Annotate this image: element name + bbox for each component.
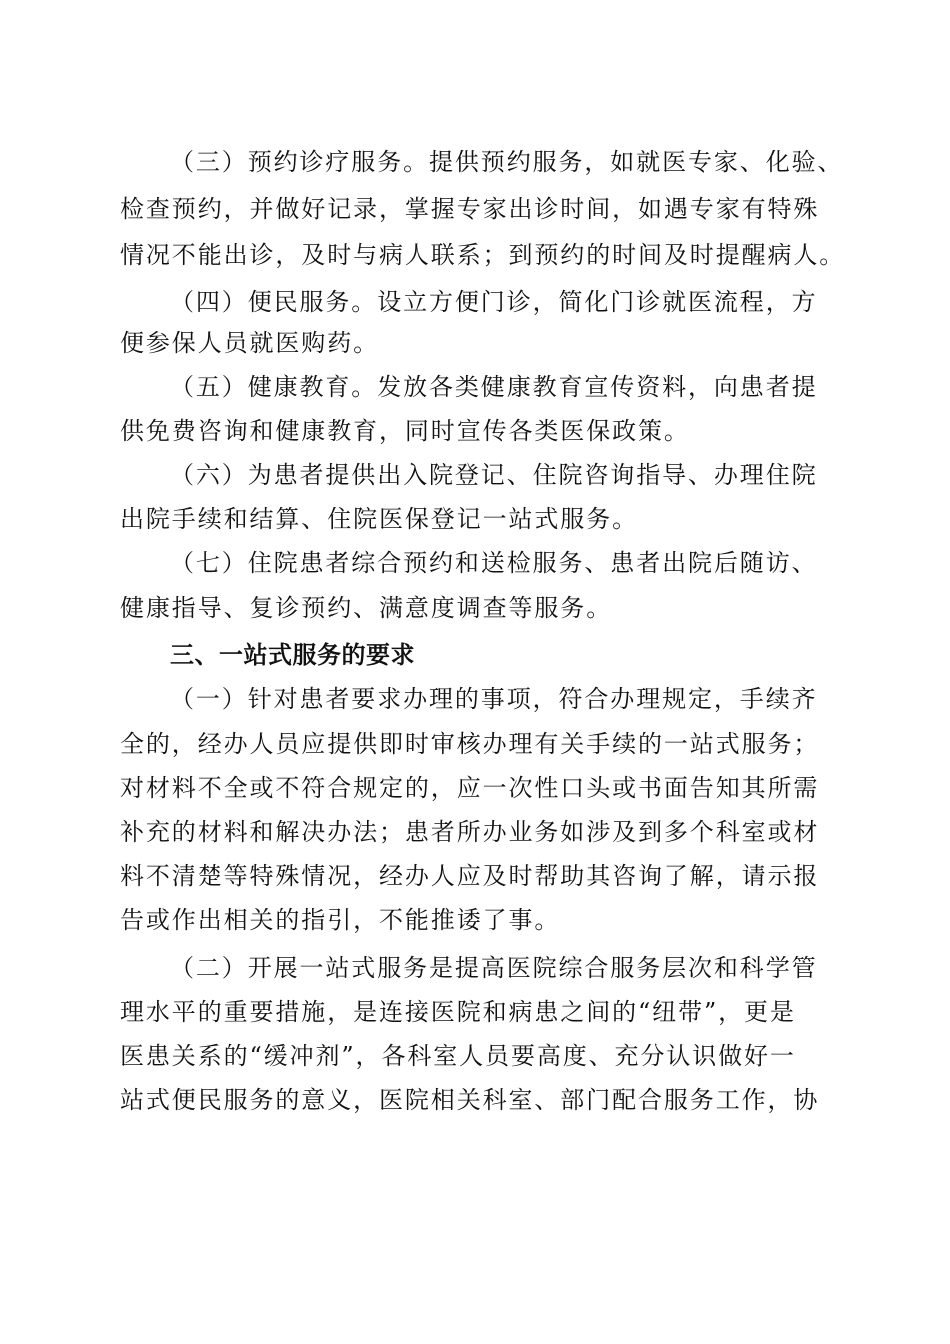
paragraph-line: 检查预约，并做好记录，掌握专家出诊时间，如遇专家有特殊: [120, 195, 820, 223]
paragraph-line: （五）健康教育。发放各类健康教育宣传资料，向患者提: [170, 373, 818, 401]
paragraph-line: 情况不能出诊，及时与病人联系；到预约的时间及时提醒病人。: [120, 241, 846, 269]
paragraph-line: 对材料不全或不符合规定的，应一次性口头或书面告知其所需: [120, 774, 820, 802]
paragraph-line: （六）为患者提供出入院登记、住院咨询指导、办理住院: [170, 461, 818, 489]
paragraph-line: 全的，经办人员应提供即时审核办理有关手续的一站式服务；: [120, 730, 820, 758]
paragraph-line: 站式便民服务的意义，医院相关科室、部门配合服务工作，协: [120, 1086, 820, 1114]
paragraph-line: 告或作出相关的指引，不能推诿了事。: [120, 906, 561, 934]
paragraph-line: （二）开展一站式服务是提高医院综合服务层次和科学管: [170, 954, 818, 982]
paragraph-line: （一）针对患者要求办理的事项，符合办理规定，手续齐: [170, 685, 818, 713]
section-heading: 三、一站式服务的要求: [170, 641, 415, 669]
paragraph-line: 理水平的重要措施，是连接医院和病患之间的“纽带”，更是: [120, 998, 796, 1026]
paragraph-line: （四）便民服务。设立方便门诊，简化门诊就医流程，方: [170, 288, 818, 316]
paragraph-line: 便参保人员就医购药。: [120, 329, 379, 357]
paragraph-line: 出院手续和结算、住院医保登记一站式服务。: [120, 505, 638, 533]
paragraph-line: （七）住院患者综合预约和送检服务、患者出院后随访、: [170, 549, 818, 577]
paragraph-line: 医患关系的“缓冲剂”，各科室人员要高度、充分认识做好一: [120, 1042, 796, 1070]
paragraph-line: （三）预约诊疗服务。提供预约服务，如就医专家、化验、: [170, 148, 844, 176]
paragraph-line: 供免费咨询和健康教育，同时宣传各类医保政策。: [120, 417, 690, 445]
paragraph-line: 补充的材料和解决办法；患者所办业务如涉及到多个科室或材: [120, 818, 820, 846]
paragraph-line: 健康指导、复诊预约、满意度调查等服务。: [120, 594, 613, 622]
paragraph-line: 料不清楚等特殊情况，经办人应及时帮助其咨询了解，请示报: [120, 862, 820, 890]
